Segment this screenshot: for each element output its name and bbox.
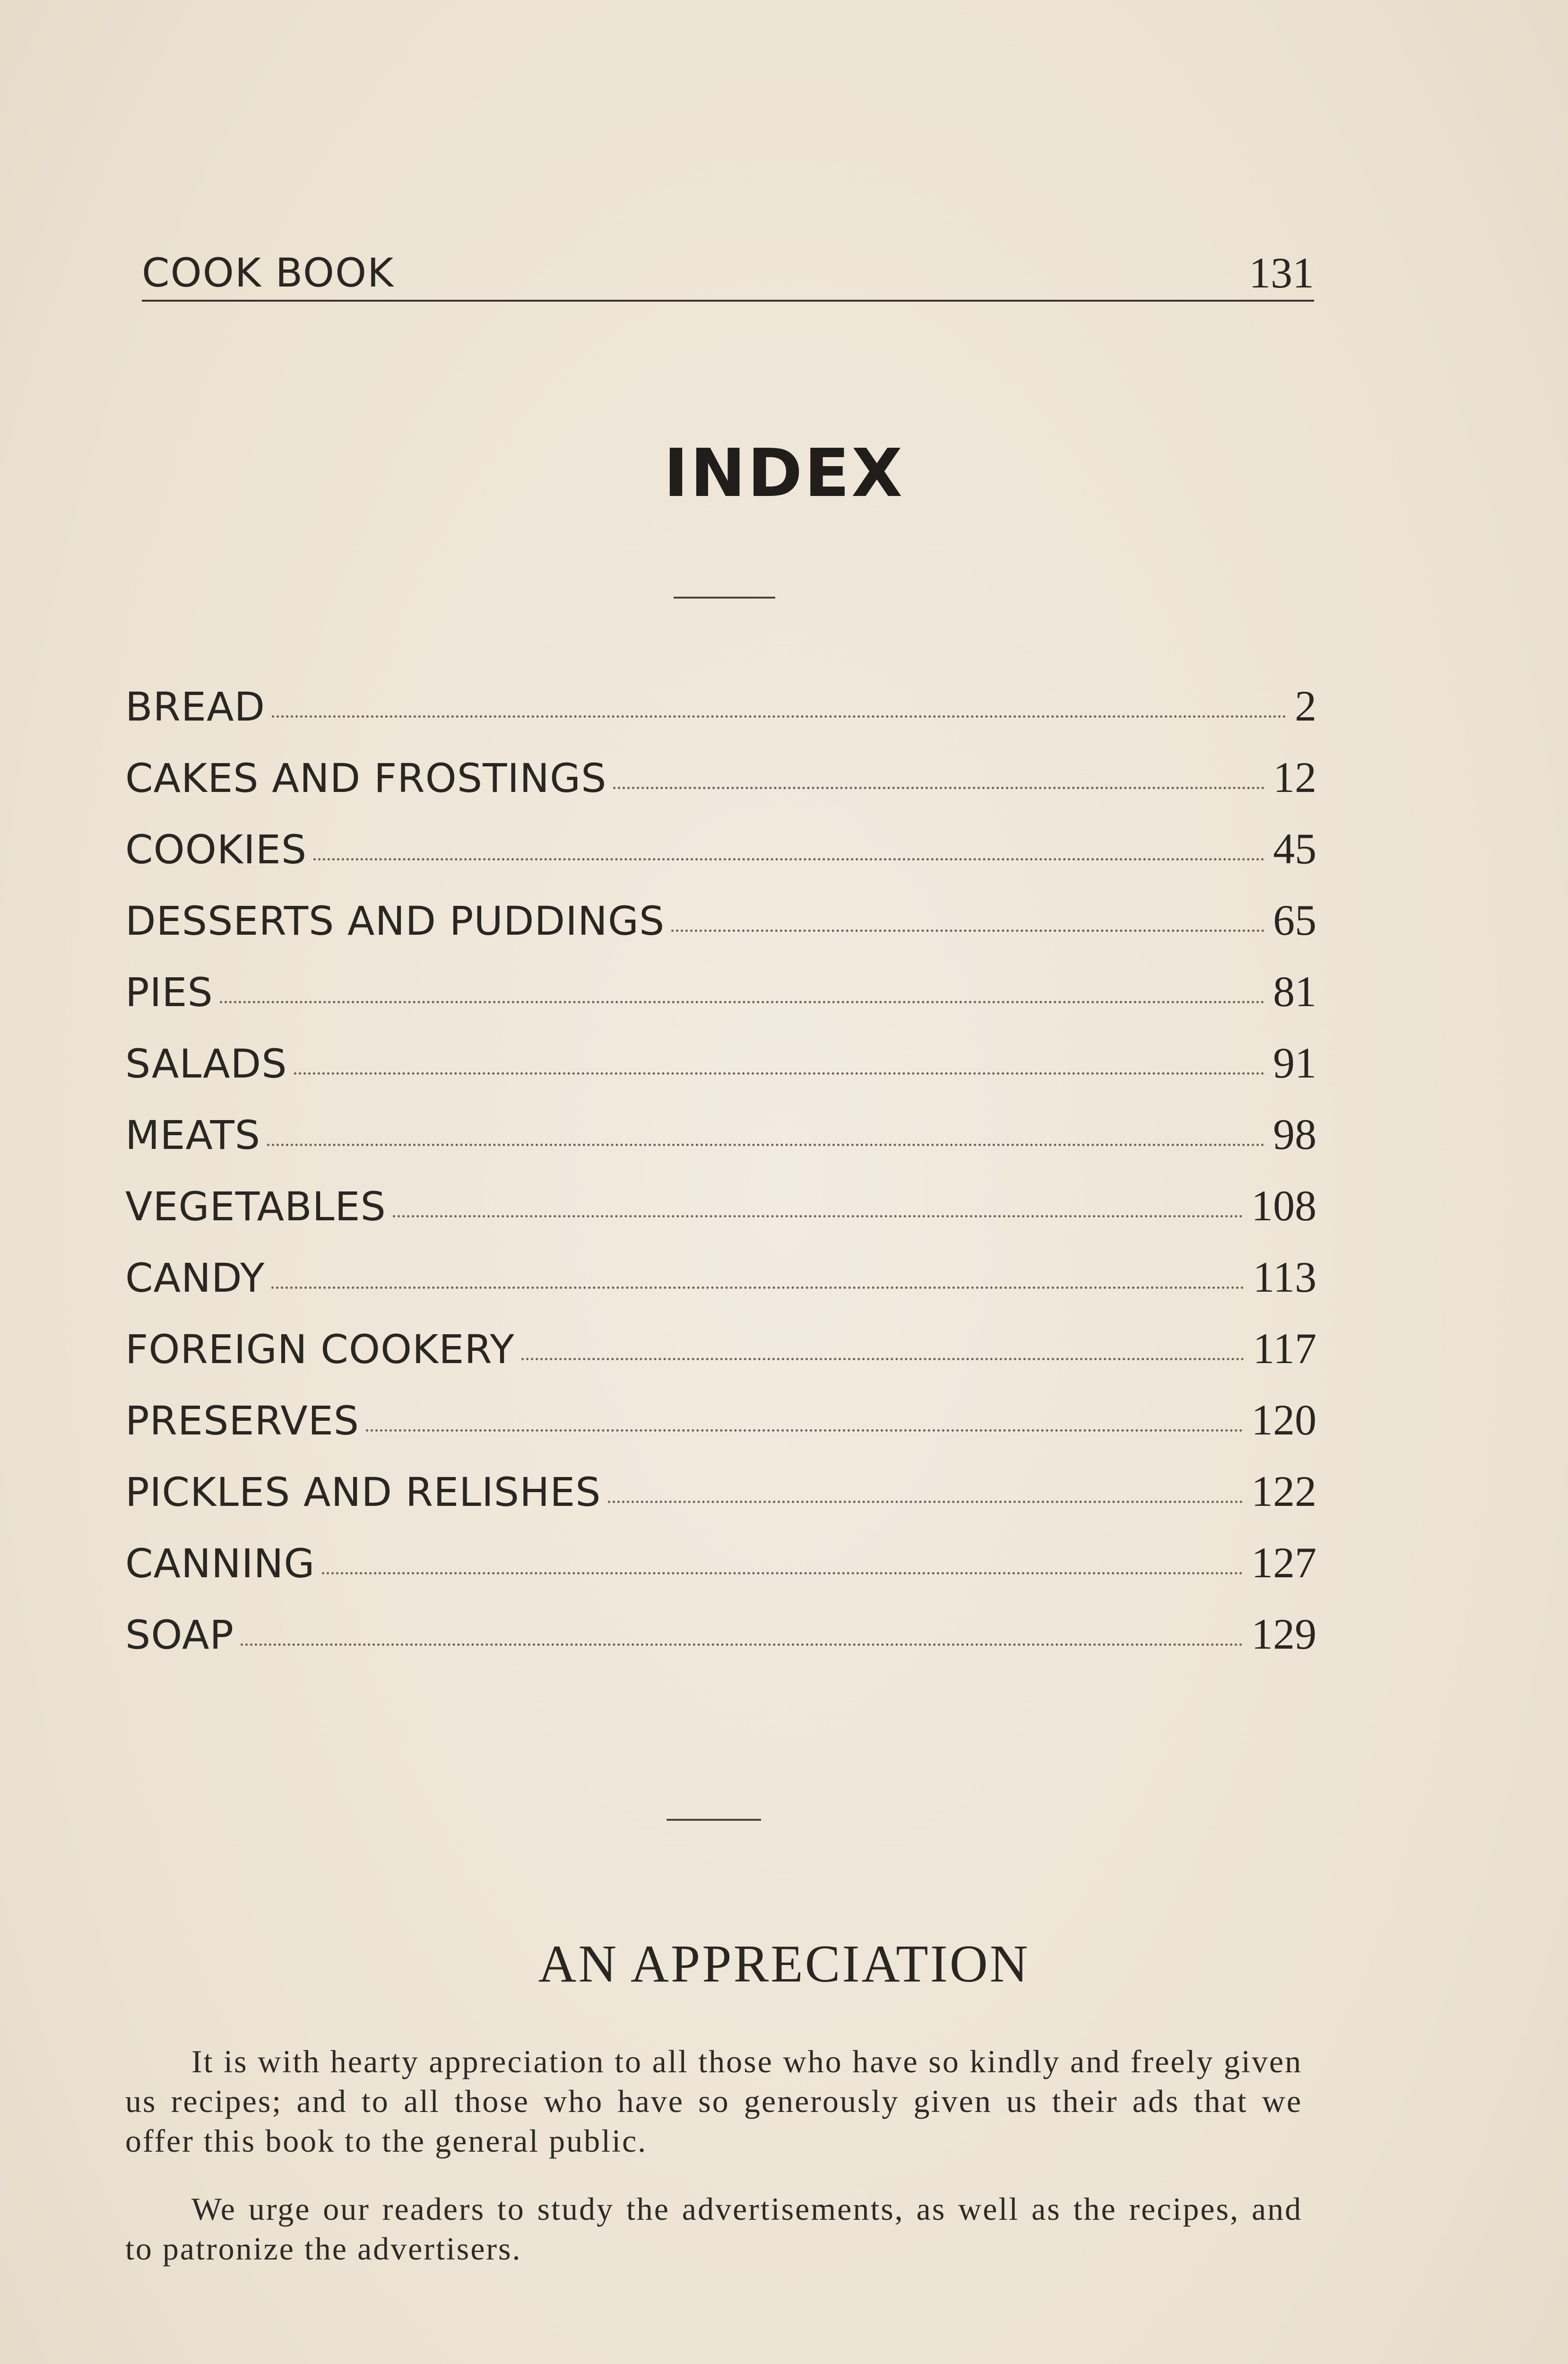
running-title: COOK BOOK [142,250,395,296]
dot-leader [220,1001,1265,1003]
entry-title: PICKLES AND RELISHES [125,1469,601,1515]
index-entry [125,752,1317,824]
entry-page: 122 [1251,1467,1317,1515]
entry-title: DESSERTS AND PUDDINGS [125,898,665,944]
dot-leader [671,930,1265,932]
index-heading: INDEX [663,435,905,512]
entry-page: 120 [1251,1396,1317,1444]
entry-page: 81 [1273,967,1317,1016]
index-entry [125,824,1317,895]
index-entry [125,966,1317,1038]
appreciation-paragraph: We urge our readers to study the advertisements, as well as the recipes, and to patronize the advertisers. [125,2191,1302,2267]
entry-page: 113 [1253,1253,1317,1301]
dot-leader [272,715,1286,718]
running-header [142,236,1314,307]
entry-title: PRESERVES [125,1398,360,1444]
page-number: 131 [1249,249,1314,297]
dot-leader [294,1072,1265,1075]
appreciation-paragraph: It is with hearty appreciation to all those who have so kindly and freely given us recipes; and to all those who have so generously given us their ads that we offer this book to the general public. [125,2043,1302,2159]
entry-title: SALADS [125,1041,287,1087]
section-divider [674,597,775,599]
index-entry [125,1323,1317,1395]
index-entry [125,1038,1317,1109]
entry-page: 65 [1273,896,1317,944]
header-rule [142,300,1314,302]
entry-page: 98 [1273,1110,1317,1158]
entry-title: CANDY [125,1255,265,1301]
entry-page: 91 [1273,1039,1317,1087]
entry-page: 117 [1253,1324,1317,1373]
entry-title: CAKES AND FROSTINGS [125,755,607,801]
dot-leader [313,858,1265,860]
entry-page: 127 [1251,1538,1317,1587]
index-entry [125,1538,1317,1609]
entry-title: CANNING [125,1540,315,1587]
index-entry [125,1395,1317,1466]
dot-leader [613,787,1265,789]
dot-leader [241,1643,1243,1646]
index-entry [125,1109,1317,1181]
entry-page: 12 [1273,753,1317,801]
index-list [125,681,1317,1680]
index-entry [125,681,1317,752]
index-entry [125,1609,1317,1680]
index-entry [125,1252,1317,1323]
entry-page: 45 [1273,825,1317,873]
entry-title: FOREIGN COOKERY [125,1326,515,1373]
entry-title: BREAD [125,684,266,730]
index-entry [125,1181,1317,1252]
dot-leader [608,1501,1243,1503]
appreciation-heading: AN APPRECIATION [538,1935,1030,1993]
dot-leader [521,1358,1245,1360]
entry-page: 108 [1251,1182,1317,1230]
entry-title: MEATS [125,1112,261,1158]
entry-title: PIES [125,969,213,1016]
entry-title: VEGETABLES [125,1183,386,1230]
entry-page: 129 [1251,1610,1317,1658]
dot-leader [322,1572,1243,1574]
entry-page: 2 [1295,682,1317,730]
index-entry [125,895,1317,966]
entry-title: COOKIES [125,826,307,873]
entry-title: SOAP [125,1612,234,1658]
dot-leader [267,1144,1265,1146]
dot-leader [271,1286,1244,1289]
index-entry [125,1466,1317,1538]
dot-leader [366,1429,1243,1432]
section-divider [667,1819,761,1821]
dot-leader [393,1215,1243,1217]
